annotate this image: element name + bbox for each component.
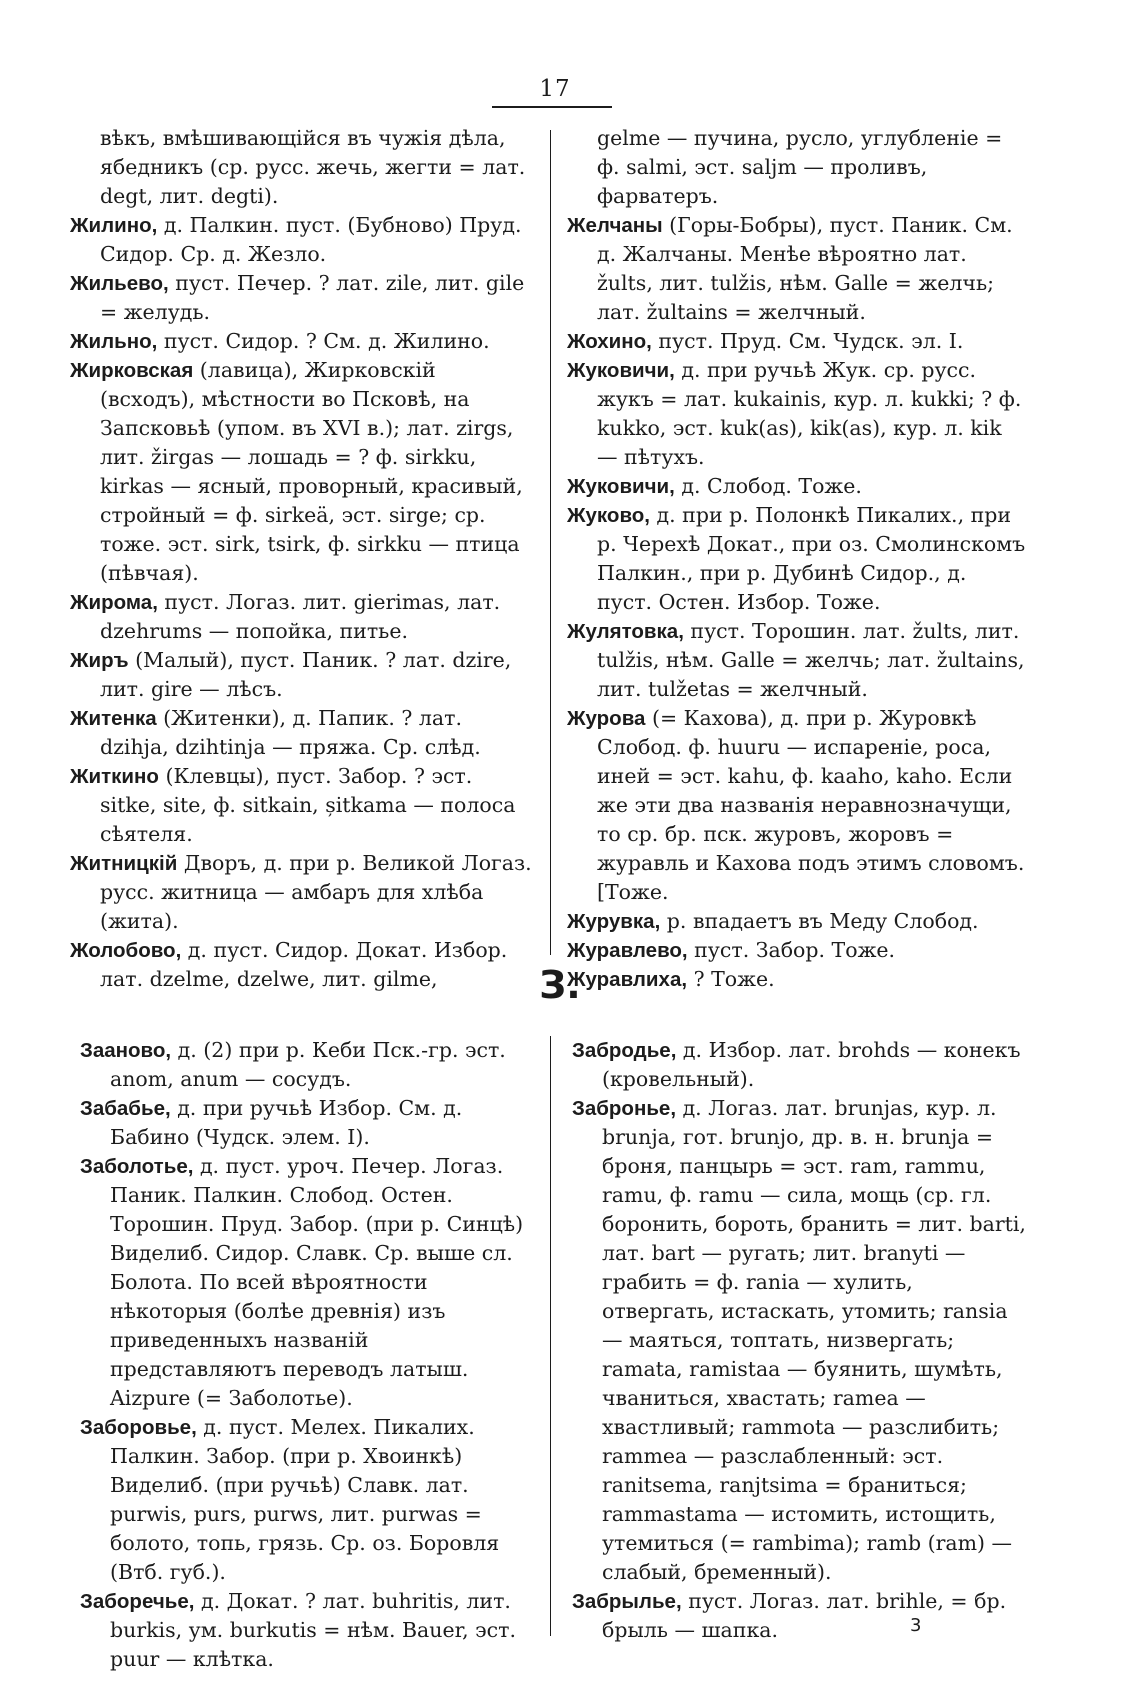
dictionary-entry [567,356,1027,472]
dictionary-entry [70,762,535,849]
entry-headword: Зааново, [80,1039,172,1062]
column-1 [70,124,535,994]
dictionary-entry [567,211,1027,327]
entry-headword: Жирома, [70,591,158,614]
entry-headword: Жилино, [70,214,158,237]
entry-text: (= Кахова), д. при р. Журовкѣ Слобод. ф. huuru — испареніе, роса, иней = эст. kahu, ф. kaaho, kaho. Если же эти два названія неравнозначущи, то ср. бр. пск. журовъ, жоровъ = журавль и Кахова подъ этимъ словомъ. [Тоже. [597,706,1025,904]
entry-text: (Малый), пуст. Паник. ? лат. dzire, лит. gire — лѣсъ. [100,648,512,701]
dictionary-entry [567,327,1027,356]
entry-text: д. Избор. лат. brohds — конекъ (кровельный). [602,1038,1021,1091]
column-divider [550,1036,551,1636]
dictionary-entry [70,327,535,356]
entry-text: д. при р. Полонкѣ Пикалих., при р. Черехѣ Докат., при оз. Смолинскомъ Палкин., при р. Дубинѣ Сидор., д. пуст. Остен. Избор. Тоже. [597,503,1026,614]
dictionary-entry [80,1036,540,1094]
entry-text: д. Докат. ? лат. buhritis, лит. burkis, ум. burkutis = нѣм. Bauer, эст. puur — клѣтка. [110,1589,516,1671]
dictionary-entry [572,1587,1030,1645]
dictionary-entry [567,124,1027,211]
entry-headword: Жолобово, [70,939,182,962]
dictionary-entry [80,1413,540,1587]
entry-headword: Заборечье, [80,1590,195,1613]
dictionary-entry [70,211,535,269]
dictionary-entry [567,907,1027,936]
dictionary-entry [70,646,535,704]
entry-headword: Жуковичи, [567,359,675,382]
entry-text: д. Слобод. Тоже. [674,474,862,498]
entry-headword: Житницкій [70,852,178,875]
entry-text: д. пуст. уроч. Печер. Логаз. Паник. Палкин. Слобод. Остен. Торошин. Пруд. Забор. (при р. Синцѣ) Виделиб. Сидор. Славк. Ср. выше сл. Болота. По всей вѣроятности нѣкоторыя (болѣе древнія) изъ приведенныхъ названій представляютъ переводъ латыш. Aizpure (= Заболотье). [110,1154,524,1410]
entry-text: (Житенки), д. Папик. ? лат. dzihja, dzihtinja — пряжа. Ср. слѣд. [100,706,481,759]
entry-text: пуст. Сидор. ? См. д. Жилино. [157,329,490,353]
entry-text: (Горы-Бобры), пуст. Паник. См. д. Жалчаны. Менѣе вѣроятно лат. žults, лит. tulžis, нѣм. Galle = желчь; лат. žultains = желчный. [597,213,1013,324]
entry-headword: Жулятовка, [567,620,684,643]
entry-text: пуст. Пруд. См. Чудск. эл. I. [651,329,964,353]
dictionary-entry [567,936,1027,965]
entry-text: ? Тоже. [687,967,775,991]
entry-headword: Житкино [70,765,159,788]
entry-headword: Забронье, [572,1097,677,1120]
entry-headword: Журувка, [567,910,661,933]
entry-text: Дворъ, д. при р. Великой Логаз. русс. житница — амбаръ для хлѣба (жита). [100,851,532,933]
dictionary-entry [70,269,535,327]
entry-headword: Жиръ [70,649,129,672]
entry-text: (Клевцы), пуст. Забор. ? эст. sitke, site, ф. sitkain, șitkama — полоса сѣятеля. [100,764,516,846]
dictionary-entry [80,1587,540,1674]
entry-headword: Заборовье, [80,1416,197,1439]
entry-headword: Забабье, [80,1097,171,1120]
entry-text: вѣкъ, вмѣшивающійся въ чужія дѣла, ябедникъ (ср. русс. жечь, жегти = лат. degt, лит. degti). [100,126,526,208]
entry-headword: Жильно, [70,330,158,353]
entry-headword: Журова [567,707,646,730]
dictionary-entry [567,965,1027,994]
column-2 [567,124,1027,994]
entry-text: (лавица), Жирковскій (всходъ), мѣстности во Псковѣ, на Запсковьѣ (упом. въ XVI в.); лат. zirgs, лит. žirgas — лошадь = ? ф. sirkku, kirkas — ясный, проворный, красивый, стройный = ф. sirkeä, эст. sirge; ср. тоже. эст. sirk, tsirk, ф. sirkku — птица (пѣвчая). [100,358,523,585]
dictionary-entry [80,1152,540,1413]
entry-text: д. пуст. Сидор. Докат. Избор. лат. dzelme, dzelwe, лит. gilme, [100,938,508,991]
header-rule [492,106,612,108]
entry-text: д. при ручьѣ Избор. См. д. Бабино (Чудск. элем. I). [110,1096,463,1149]
entry-headword: Журавлиха, [567,968,688,991]
entry-headword: Журавлево, [567,939,688,962]
entry-headword: Забродье, [572,1039,677,1062]
dictionary-entry [572,1094,1030,1587]
dictionary-entry [70,356,535,588]
entry-headword: Жильево, [70,272,169,295]
entry-text: пуст. Торошин. лат. žults, лит. tulžis, нѣм. Galle = желчь; лат. žultains, лит. tulžetas = желчный. [597,619,1025,701]
dictionary-entry [567,704,1027,907]
entry-text: д. Логаз. лат. brunjas, кур. л. brunja, гот. brunjo, др. в. н. brunja = броня, панцырь = эст. ram, rammu, ramu, ф. ramu — сила, мощь (ср. гл. боронить, бороть, бранить = лит. barti, лат. bart — ругать; лит. branyti — грабить = ф. rania — хулить, отвергать, истаскать, утомить; ransia — маяться, топтать, низвергать; ramata, ramistaa — буянить, шумѣть, чваниться, хвастать; ramea — хвастливый; rammota — разслибить; rammea — разслабленный: эст. ranitsema, ranjtsima = браниться; rammastama — истомить, истощить, утемиться (= rambima); ramb (ram) — слабый, бременный). [602,1096,1026,1584]
dictionary-entry [572,1036,1030,1094]
dictionary-entry [70,849,535,936]
page-number: 17 [539,76,571,102]
entry-headword: Жуково, [567,504,650,527]
dictionary-entry [70,704,535,762]
entry-text: д. (2) при р. Кеби Пск.-гр. эст. anom, anum — сосудъ. [110,1038,506,1091]
entry-text: пуст. Печер. ? лат. zile, лит. gile = желудь. [100,271,525,324]
column-3 [80,1036,540,1674]
entry-headword: Заболотье, [80,1155,194,1178]
column-divider [550,130,551,955]
entry-text: д. пуст. Мелех. Пикалих. Палкин. Забор. (при р. Хвоинкѣ) Виделиб. (при ручьѣ) Славк. лат. purwis, purs, purws, лит. purwas = болото, топь, грязь. Ср. оз. Боровля (Втб. губ.). [110,1415,500,1584]
entry-headword: Жирковская [70,359,194,382]
dictionary-entry [567,472,1027,501]
dictionary-entry [70,588,535,646]
dictionary-entry [80,1094,540,1152]
entry-headword: Забрылье, [572,1590,682,1613]
entry-text: д. при ручьѣ Жук. ср. русс. жукъ = лат. kukainis, кур. л. kukki; ? ф. kukko, эст. kuk(as), kik(as), кур. л. kik — пѣтухъ. [597,358,1022,469]
entry-headword: Жохино, [567,330,652,353]
dictionary-entry [567,501,1027,617]
entry-text: пуст. Забор. Тоже. [687,938,896,962]
entry-text: р. впадаетъ въ Меду Слобод. [660,909,979,933]
column-4 [572,1036,1030,1645]
entry-headword: Желчаны [567,214,663,237]
signature-mark: 3 [910,1615,922,1636]
entry-text: gelme — пучина, русло, углубленіе = ф. salmi, эст. saljm — проливъ, фарватеръ. [597,126,1003,208]
entry-headword: Жуковичи, [567,475,675,498]
entry-text: пуст. Логаз. лит. gierimas, лат. dzehrums — попойка, питье. [100,590,501,643]
entry-text: д. Палкин. пуст. (Бубново) Пруд. Сидор. Ср. д. Жезло. [100,213,522,266]
entry-text: пуст. Логаз. лат. brihle, = бр. брыль — шапка. [602,1589,1007,1642]
entry-headword: Житенка [70,707,157,730]
dictionary-entry [70,124,535,211]
dictionary-entry [567,617,1027,704]
section-letter: З. [539,963,581,1007]
dictionary-entry [70,936,535,994]
